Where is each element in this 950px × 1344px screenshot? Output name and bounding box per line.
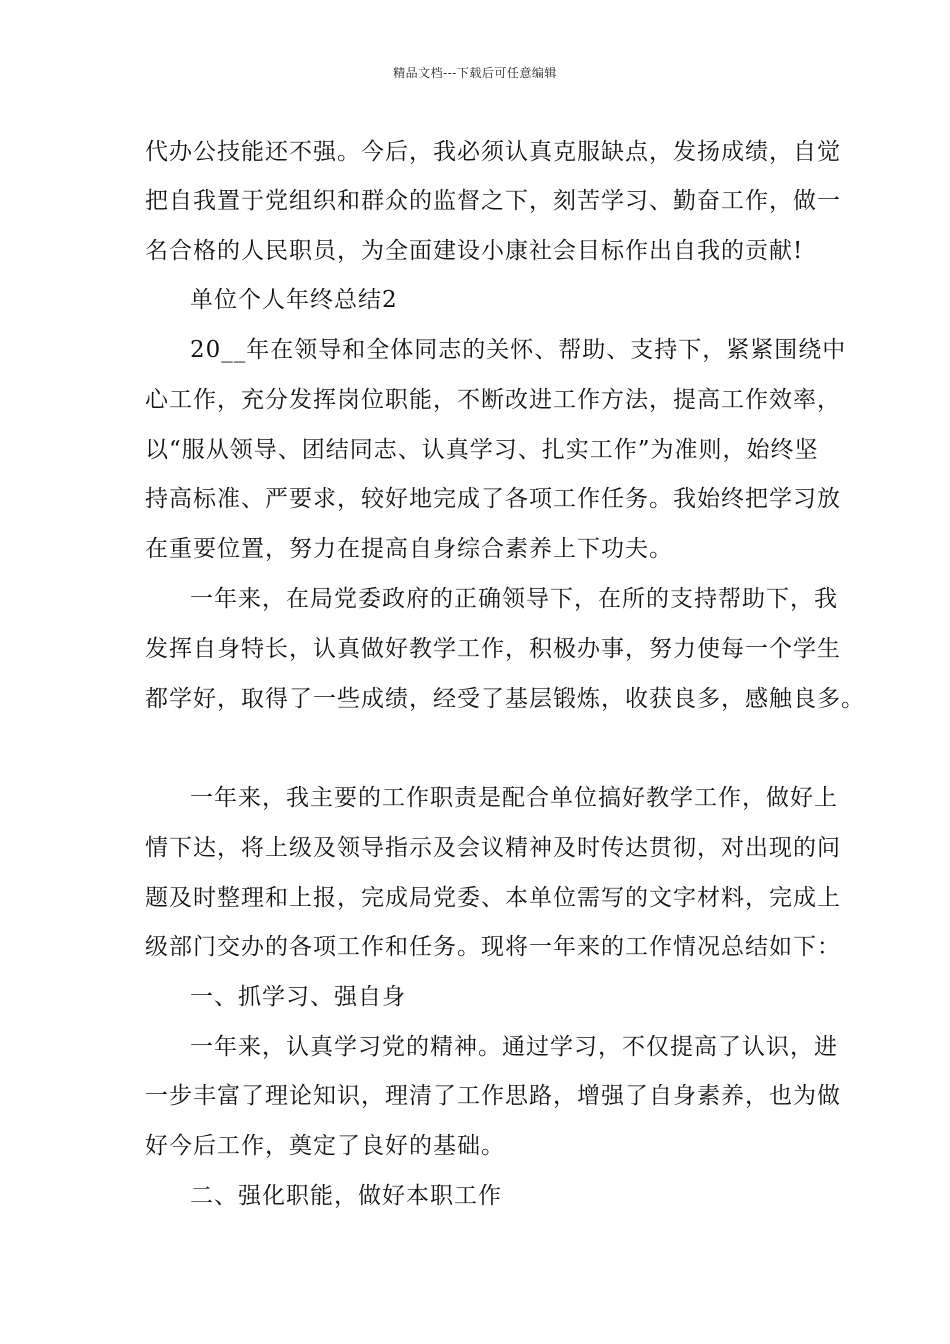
text-line: 级部门交办的各项工作和任务。现将一年来的工作情况总结如下： xyxy=(145,934,841,960)
section-heading: 一、抓学习、强自身 xyxy=(190,984,406,1010)
text-line: 在重要位置，努力在提高自身综合素养上下功夫。 xyxy=(145,536,673,562)
page-header: 精品文档---下载后可任意编辑 xyxy=(393,66,557,80)
text-line: 代办公技能还不强。今后，我必须认真克服缺点，发扬成绩，自觉 xyxy=(145,139,841,165)
text-line: 一年来，我主要的工作职责是配合单位搞好教学工作，做好上 xyxy=(190,785,838,811)
section-title: 单位个人年终总结2 xyxy=(190,287,398,313)
text-line: 20__年在领导和全体同志的关怀、帮助、支持下，紧紧围绕中 xyxy=(190,337,847,363)
text-line: 一年来，在局党委政府的正确领导下，在所的支持帮助下，我 xyxy=(190,586,838,612)
text-line: 持高标准、严要求，较好地完成了各项工作任务。我始终把学习放 xyxy=(145,486,841,512)
section-heading: 二、强化职能，做好本职工作 xyxy=(190,1183,502,1209)
text-line: 题及时整理和上报，完成局党委、本单位需写的文字材料，完成上 xyxy=(145,885,841,911)
text-line: 一年来，认真学习党的精神。通过学习，不仅提高了认识，进 xyxy=(190,1034,838,1060)
text-line: 发挥自身特长，认真做好教学工作，积极办事，努力使每一个学生 xyxy=(145,636,841,662)
text-line: 心工作，充分发挥岗位职能，不断改进工作方法，提高工作效率， xyxy=(145,387,841,413)
text-line: 情下达，将上级及领导指示及会议精神及时传达贯彻，对出现的问 xyxy=(145,835,841,861)
text-line: 都学好，取得了一些成绩，经受了基层锻炼，收获良多，感触良多。 xyxy=(145,686,865,712)
text-line: 把自我置于党组织和群众的监督之下，刻苦学习、勤奋工作，做一 xyxy=(145,188,841,214)
text-line: 好今后工作，奠定了良好的基础。 xyxy=(145,1133,505,1159)
text-line: 以“服从领导、团结同志、认真学习、扎实工作”为准则，始终坚 xyxy=(145,437,819,463)
text-line: 名合格的人民职员，为全面建设小康社会目标作出自我的贡献! xyxy=(145,238,804,264)
text-line: 一步丰富了理论知识，理清了工作思路，增强了自身素养，也为做 xyxy=(145,1083,841,1109)
